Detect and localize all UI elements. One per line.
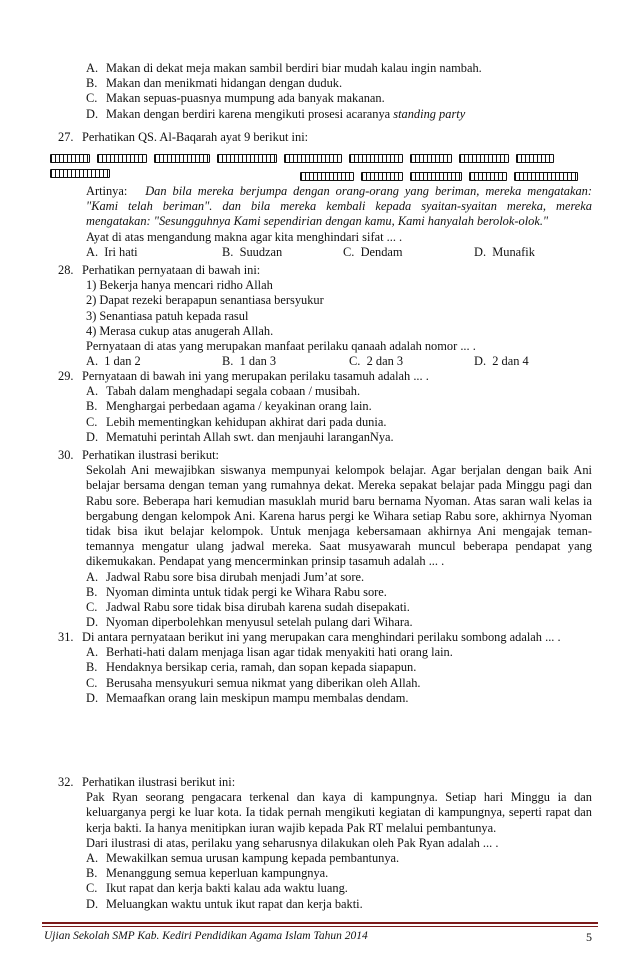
option-b: B. Nyoman diminta untuk tidak pergi ke Wihara Rabu sore. bbox=[86, 584, 387, 599]
option-d: D. Mematuhi perintah Allah swt. dan menjauhi laranganNya. bbox=[86, 429, 394, 444]
illustration-line-5: tidak bisa ikut belajar kelompok. Untuk menjaga kebersamaan akhirnya Ani mengajak teman- bbox=[86, 523, 592, 538]
statement-4: 4) Merasa cukup atas anugerah Allah. bbox=[86, 323, 274, 338]
option-b: B. Makan dan menikmati hidangan dengan duduk. bbox=[86, 76, 343, 91]
question-27 bbox=[0, 130, 639, 145]
option-c: C. Berusaha mensyukuri semua nikmat yang diberikan oleh Allah. bbox=[86, 675, 421, 690]
question-30 bbox=[0, 448, 639, 630]
option-b: B. Menghargai perbedaan agama / keyakinan orang lain. bbox=[86, 399, 372, 414]
illustration-line-3: Rabu sore. Beberapa hari kemudian masuklah murid baru bernama Nyoman. Atas saran wali kelas ia bbox=[86, 493, 592, 508]
option-c: C. Lebih mementingkan kehidupan akhirat dari pada dunia. bbox=[86, 414, 387, 429]
option-b: B. Menanggung semua keperluan kampungnya. bbox=[86, 866, 329, 881]
question-28 bbox=[0, 263, 639, 369]
question-31-stem: 31. Di antara pernyataan berikut ini yang merupakan cara menghindari perilaku sombong adalah ... . bbox=[58, 630, 561, 644]
illustration-line-1: Sekolah Ani mewajibkan siswanya mempunyai kelompok belajar. Agar berjalan dengan baik Ani bbox=[86, 463, 592, 478]
question-29 bbox=[0, 369, 639, 445]
translation-line-2: "Kami telah beriman". dan bila mereka kembali kepada syaitan-syaitan mereka, mereka bbox=[86, 199, 592, 214]
option-d: D. Memaafkan orang lain meskipun mampu membalas dendam. bbox=[86, 690, 409, 705]
translation-line-3: mengatakan: "Sesungguhnya Kami sependirian dengan kamu, Kami hanyalah berolok-olok." bbox=[86, 214, 549, 229]
option-d: D. Makan dengan berdiri karena mengikuti prosesi acaranya standing party bbox=[86, 106, 466, 121]
illustration-line-2: keluarganya pergi ke luar kota. Ia tidak pernah mengikuti kegiatan di kampungnya, seperti rapat dan bbox=[86, 805, 592, 820]
option-c: C. Jadwal Rabu sore tidak bisa dirubah karena sudah disepakati. bbox=[86, 599, 410, 614]
option-d: D. Nyoman diperbolehkan menyusul setelah pulang dari Wihara. bbox=[86, 615, 413, 630]
question-27-stem: 27. Perhatikan QS. Al-Baqarah ayat 9 berikut ini: bbox=[58, 130, 309, 144]
question-28-stem: 28. Perhatikan pernyataan di bawah ini: bbox=[58, 263, 261, 277]
question-26-options bbox=[0, 61, 639, 122]
page-number: 5 bbox=[586, 930, 592, 944]
illustration-line-4: bergabung dengan kelompok Ani. Karena harus pergi ke Wihara setiap Rabu sore, akhirnya Nyoman bbox=[86, 508, 592, 523]
option-a: A. Jadwal Rabu sore bisa dirubah menjadi Jum’at sore. bbox=[86, 569, 365, 584]
illustration-line-1: Pak Ryan seorang pengacara terkenal dan kaya di kampungnya. Setiap hari Minggu ia dan bbox=[86, 790, 592, 805]
illustration-line-6: temannya mengatur ulang jadwal mereka. Saat musyawarah muncul beberapa pendapat yang bbox=[86, 539, 592, 554]
question-30-stem: 30. Perhatikan ilustrasi berikut: bbox=[58, 448, 219, 462]
statement-2: 2) Dapat rezeki berapapun senantiasa bersyukur bbox=[86, 293, 324, 308]
arabic-verse-line-1 bbox=[50, 150, 590, 165]
question-27-options: A. Iri hati B. Suudzan C. Dendam D. Munafik bbox=[86, 244, 535, 259]
option-d: D. Meluangkan waktu untuk ikut rapat dan kerja bakti. bbox=[86, 896, 363, 911]
illustration-line-7: dikemukakan. Pendapat yang mencerminkan prinsip tasamuh adalah ... . bbox=[86, 554, 445, 569]
question-32-stem: 32. Perhatikan ilustrasi berikut ini: bbox=[58, 775, 236, 789]
option-a: A. Tabah dalam menghadapi segala cobaan / musibah. bbox=[86, 384, 361, 399]
question-31 bbox=[0, 630, 639, 706]
question-28-prompt: Pernyataan di atas yang merupakan manfaat perilaku qanaah adalah nomor ... . bbox=[86, 338, 476, 353]
option-c: C. Makan sepuas-puasnya mumpung ada banyak makanan. bbox=[86, 91, 385, 106]
question-29-stem: 29. Pernyataan di bawah ini yang merupakan perilaku tasamuh adalah ... . bbox=[58, 369, 429, 383]
question-27-prompt: Ayat di atas mengandung makna agar kita menghindari sifat ... . bbox=[86, 229, 403, 244]
question-28-options: A. 1 dan 2 B. 1 dan 3 C. 2 dan 3 D. 2 dan 4 bbox=[86, 354, 529, 369]
option-a: A. Makan di dekat meja makan sambil berdiri biar mudah kalau ingin nambah. bbox=[86, 61, 482, 75]
question-32-prompt: Dari ilustrasi di atas, perilaku yang seharusnya dilakukan oleh Pak Ryan adalah ... . bbox=[86, 835, 499, 850]
statement-1: 1) Bekerja hanya mencari ridho Allah bbox=[86, 278, 273, 293]
question-32 bbox=[0, 775, 639, 912]
option-c: C. Ikut rapat dan kerja bakti kalau ada waktu luang. bbox=[86, 881, 348, 896]
footer-rule-thick bbox=[42, 922, 598, 924]
option-a: A. Berhati-hati dalam menjaga lisan agar tidak menyakiti hati orang lain. bbox=[86, 645, 453, 660]
arabic-verse-line-2 bbox=[300, 168, 590, 183]
translation-line-1: Artinya: Dan bila mereka berjumpa dengan orang-orang yang beriman, mereka mengatakan: bbox=[86, 184, 592, 198]
illustration-line-3: kerja bakti. Ia hanya menitipkan iuran wajib kepada Pak RT melalui pembantunya. bbox=[86, 820, 497, 835]
footer-title: Ujian Sekolah SMP Kab. Kediri Pendidikan Agama Islam Tahun 2014 bbox=[44, 930, 368, 942]
option-a: A. Mewakilkan semua urusan kampung kepada pembantunya. bbox=[86, 850, 400, 865]
footer-rule-thin bbox=[42, 926, 598, 927]
statement-3: 3) Senantiasa patuh kepada rasul bbox=[86, 308, 249, 323]
illustration-line-2: belajar bersama dengan teman yang rumahnya dekat. Mereka sepakat belajar pada Minggu pagi dan bbox=[86, 478, 592, 493]
option-b: B. Hendaknya bersikap ceria, ramah, dan sopan kepada siapapun. bbox=[86, 660, 417, 675]
